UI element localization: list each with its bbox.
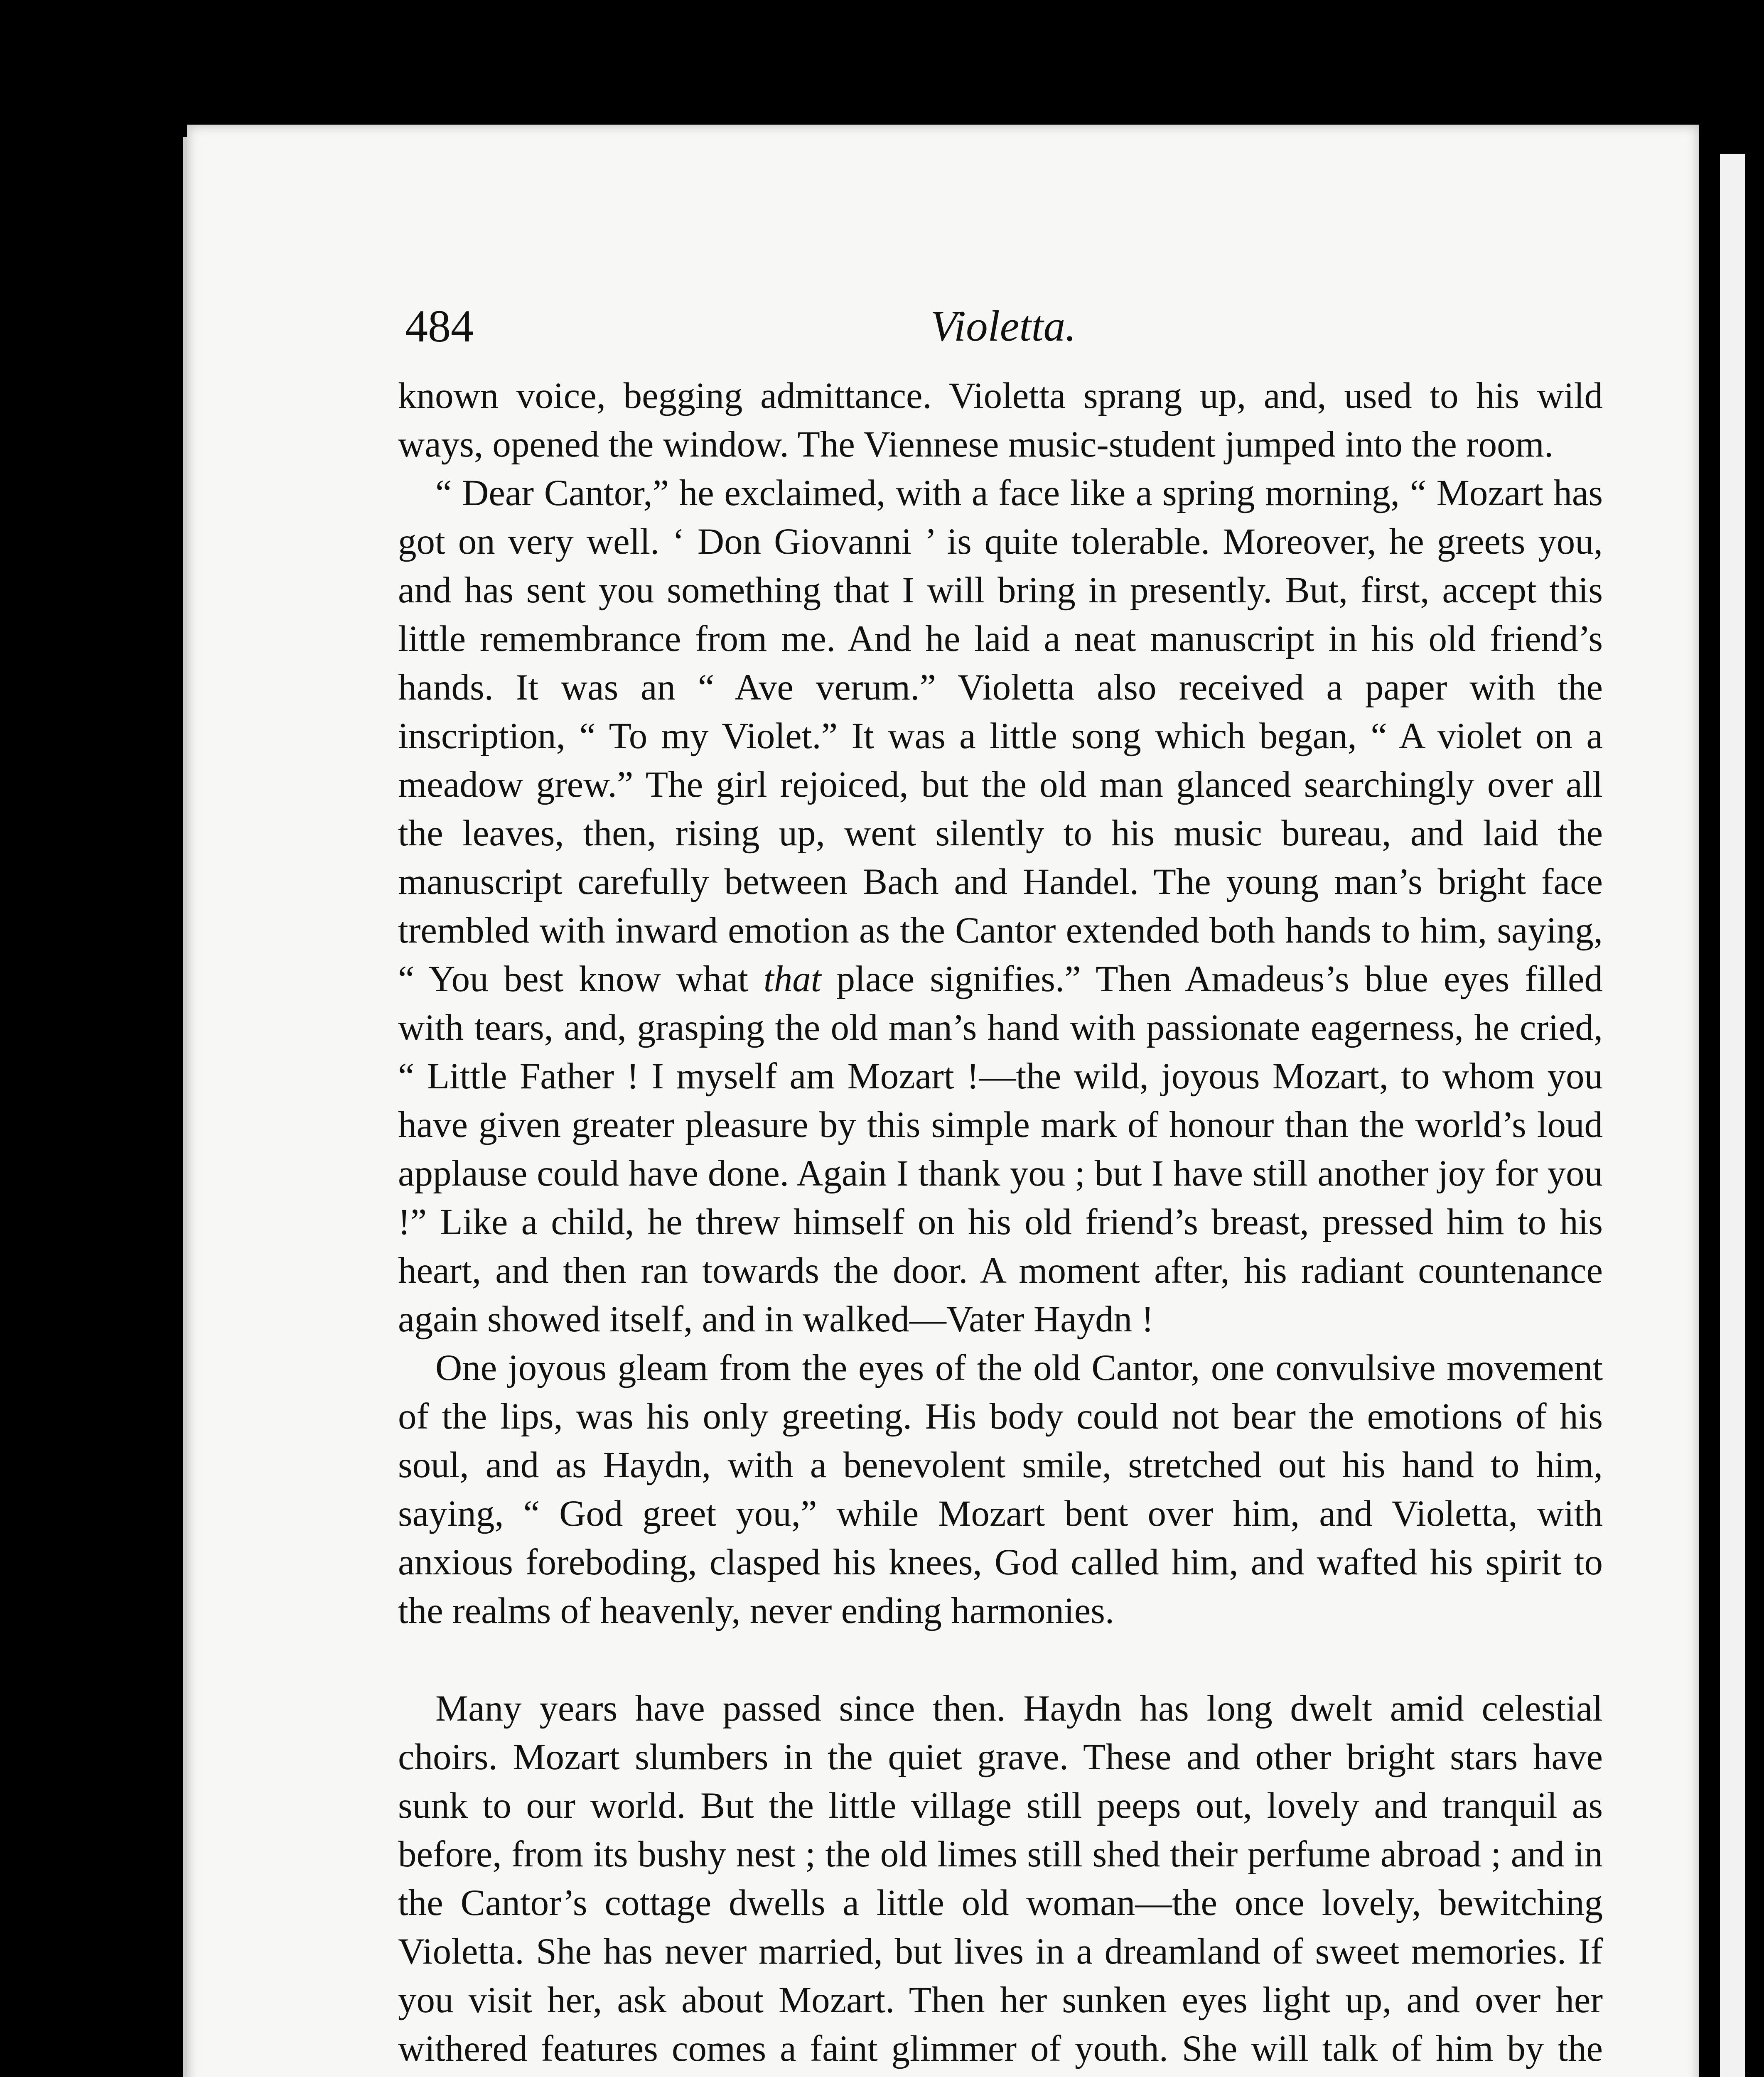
page-number: 484 xyxy=(405,301,474,351)
paragraph-4: Many years have passed since then. Haydn has long dwelt amid celestial choirs. Mozart slumbers in the quiet grave. These and other bright stars have sunk to our world. But the little village still peeps out, lovely and tranquil as before, from its bushy nest ; the old limes still shed their perfume abroad ; and in the Cantor’s cottage dwells a little old woman—the once lovely, bewitching Violetta. She has never married, but lives in a dreamland of sweet memories. If you visit her, ask about Mozart. Then her sunken eyes light up, and over her withered features comes a faint glimmer of youth. She will talk of him by the xyxy=(398,1688,1603,2069)
running-head xyxy=(405,291,1602,353)
paragraph-2-italic: that xyxy=(764,959,821,999)
running-title: Violetta. xyxy=(930,302,1076,350)
body-text xyxy=(398,372,1603,2077)
paragraph-1: known voice, begging admittance. Violetta sprang up, and, used to his wild ways, opened the window. The Viennese music-student jumped into the room. xyxy=(398,376,1603,465)
paragraph-2-part-2: place signifies.” Then Amadeus’s blue eyes filled with tears, and, grasping the old man’s hand with passionate eagerness, he cried, “ Little Father ! I myself am Mozart !—the wild, joyous Mozart, to whom you have given greater pleasure by this simple mark of honour than the world’s loud applause could have done. Again I thank you ; but I have still another joy for you !” Like a child, he threw himself on his old friend’s breast, pressed him to his heart, and then ran towards the door. A moment after, his radiant countenance again showed itself, and in walked—Vater Haydn ! xyxy=(398,959,1603,1340)
paragraph-3: One joyous gleam from the eyes of the old Cantor, one convulsive movement of the lips, was his only greeting. His body could not bear the emotions of his soul, and as Haydn, with a benevolent smile, stretched out his hand to him, saying, “ God greet you,” while Mozart bent over him, and Violetta, with anxious foreboding, clasped his knees, God called him, and wafted his spirit to the realms of heavenly, never ending harmonies. xyxy=(398,1348,1603,1631)
paragraph-2-part-1: “ Dear Cantor,” he exclaimed, with a face like a spring morning, “ Mozart has got on very well. ‘ Don Giovanni ’ is quite tolerable. Moreover, he greets you, and has sent you something that I will bring in presently. But, first, accept this little remembrance from me. And he laid a neat manuscript in his old friend’s hands. It was an “ Ave verum.” Violetta also received a paper with the inscription, “ To my Violet.” It was a little song which began, “ A violet on a meadow grew.” The girl rejoiced, but the old man glanced searchingly over all the leaves, then, rising up, went silently to his music bureau, and laid the manuscript carefully between Bach and Handel. The young man’s bright face trembled with inward emotion as the Cantor extended both hands to him, saying, “ You best know what xyxy=(398,473,1603,999)
facing-page-edge xyxy=(1720,154,1745,2077)
paragraph-2 xyxy=(398,469,1603,1344)
